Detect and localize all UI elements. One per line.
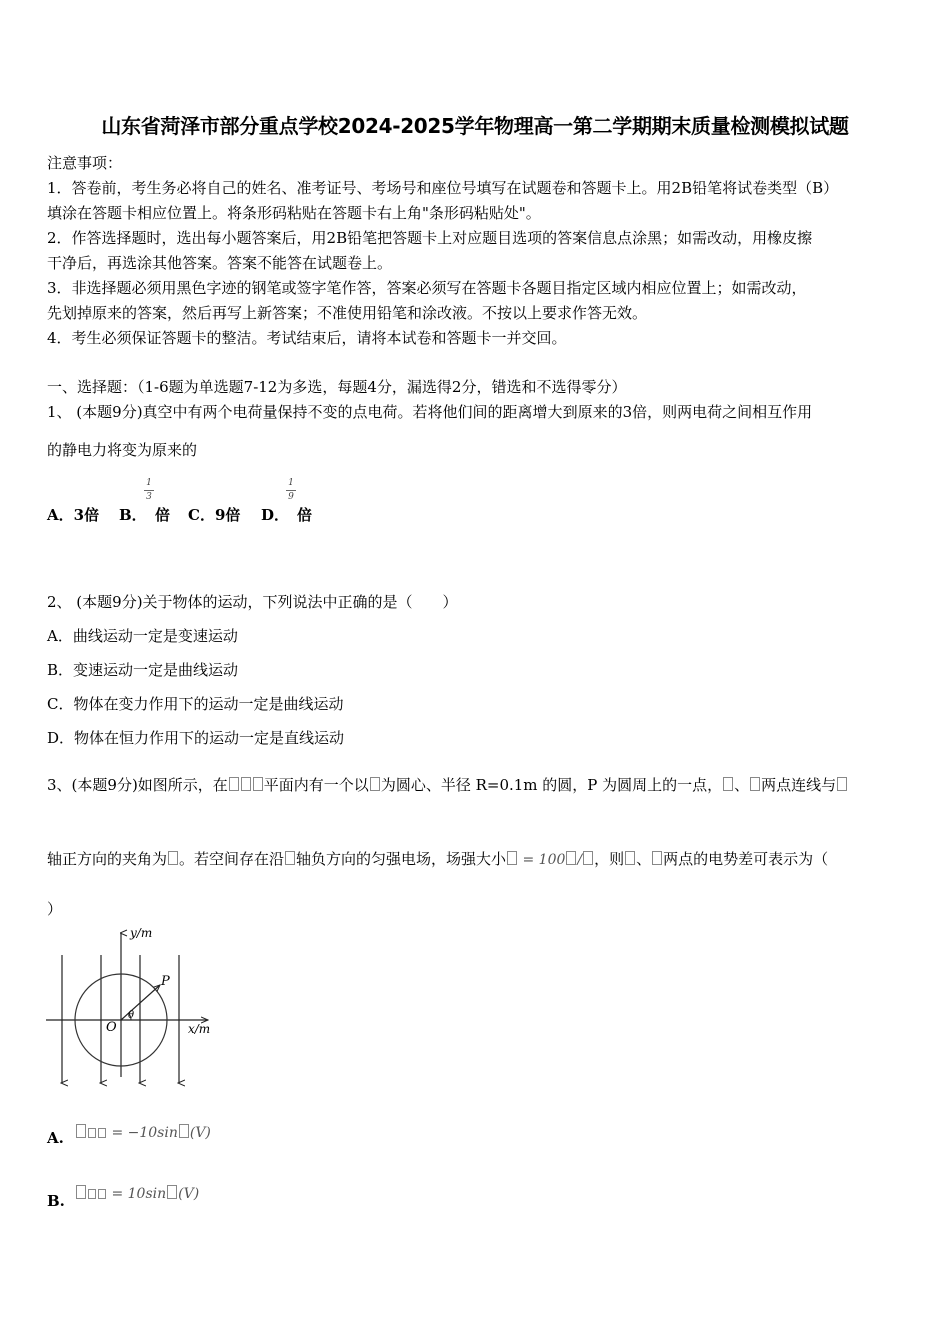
q2-option-c: C．物体在变力作用下的运动一定是曲线运动	[47, 695, 344, 713]
q1-option-b-suffix: 倍	[155, 506, 171, 524]
q2-option-d: D．物体在恒力作用下的运动一定是直线运动	[47, 729, 345, 747]
notice-line: 3．非选择题必须用黑色字迹的钢笔或签字笔作答，答案必须写在答题卡各题目指定区域内相应位置上；如需改动，	[47, 279, 807, 297]
fraction-numerator: 1	[288, 478, 294, 488]
missing-symbol	[507, 851, 517, 865]
q3-option-b-label: B.	[47, 1192, 65, 1210]
q3-text: ，则	[594, 850, 625, 868]
q1-stem-line2: 的静电力将变为原来的	[47, 441, 198, 459]
missing-symbol	[750, 777, 760, 791]
section-heading: 一、选择题：（1-6题为单选题7-12为多选，每题4分，漏选得2分，错选和不选得零分）	[47, 378, 627, 396]
missing-symbol	[229, 777, 239, 791]
q3-text: 、	[734, 776, 750, 794]
q3-text: 轴正方向的夹角为	[47, 850, 168, 868]
q1-option-d-label: D．	[261, 506, 290, 524]
q3-text: 、	[636, 850, 652, 868]
missing-symbol	[76, 1185, 86, 1199]
notice-line: 4．考生必须保证答题卡的整洁。考试结束后，请将本试卷和答题卡一并交回。	[47, 329, 567, 347]
missing-symbol	[76, 1124, 86, 1138]
fraction-denominator: 3	[146, 492, 152, 502]
q3-text: 两点的电势差可表示为（	[663, 850, 829, 868]
fraction-denominator: 9	[288, 492, 294, 502]
q1-option-a: A．3倍	[47, 506, 100, 524]
q3-stem-line1	[47, 774, 848, 795]
q3-text: 为圆心、半径 R=0.1m 的圆，P 为圆周上的一点，	[380, 776, 723, 794]
q1-option-d-suffix: 倍	[297, 506, 313, 524]
notice-line: 填涂在答题卡相应位置上。将条形码粘贴在答题卡右上角"条形码粘贴处"。	[47, 204, 541, 222]
formula-text: = −10sin	[107, 1125, 178, 1141]
electric-field-figure	[40, 925, 220, 1090]
y-axis-label: y/m	[130, 926, 153, 940]
missing-symbol	[168, 851, 178, 865]
q1-option-c: C．9倍	[188, 506, 241, 524]
missing-symbol	[253, 777, 263, 791]
q3-text: 轴负方向的匀强电场，场强大小	[296, 850, 507, 868]
q2-stem: 2、 (本题9分)关于物体的运动，下列说法中正确的是（ ）	[47, 593, 458, 611]
missing-symbol	[167, 1185, 177, 1199]
q2-option-b: B．变速运动一定是曲线运动	[47, 661, 239, 679]
q1-option-d-fraction	[286, 478, 296, 503]
notice-line: 先划掉原来的答案，然后再写上新答案；不准使用铅笔和涂改液。不按以上要求作答无效。	[47, 304, 648, 322]
notice-heading: 注意事项：	[47, 154, 123, 172]
q1-stem-line1: 1、 (本题9分)真空中有两个电荷量保持不变的点电荷。若将他们间的距离增大到原来的3倍，则两电荷之间相互作用	[47, 403, 813, 421]
missing-symbol	[88, 1128, 96, 1138]
theta-label: θ	[128, 1010, 135, 1021]
formula-unit: (V)	[178, 1186, 200, 1202]
notice-line: 1．答卷前，考生务必将自己的姓名、准考证号、考场号和座位号填写在试题卷和答题卡上。用2B铅笔将试卷类型（B）	[47, 179, 839, 197]
q2-option-a: A．曲线运动一定是变速运动	[47, 627, 238, 645]
missing-symbol	[625, 851, 635, 865]
formula-slash: /	[577, 852, 583, 868]
missing-symbol	[241, 777, 251, 791]
q3-option-a-label: A.	[47, 1129, 64, 1147]
q3-stem-line3: ）	[47, 900, 63, 918]
formula-unit: (V)	[189, 1125, 211, 1141]
x-axis-label: x/m	[188, 1022, 211, 1036]
q3-option-b-formula	[75, 1185, 199, 1202]
q1-option-b-fraction	[144, 478, 154, 503]
origin-label: O	[106, 1020, 117, 1035]
missing-symbol	[98, 1128, 106, 1138]
missing-symbol	[652, 851, 662, 865]
q3-text: 3、(本题9分)如图所示，在	[47, 776, 228, 794]
q3-text: 。若空间存在沿	[179, 850, 285, 868]
q1-option-b-label: B．	[119, 506, 147, 524]
q3-stem-line2	[47, 848, 828, 869]
missing-symbol	[370, 777, 380, 791]
missing-symbol	[583, 851, 593, 865]
point-p-label: P	[161, 974, 170, 989]
notice-line: 干净后，再选涂其他答案。答案不能答在试题卷上。	[47, 254, 393, 272]
missing-symbol	[566, 851, 576, 865]
missing-symbol	[837, 777, 847, 791]
missing-symbol	[88, 1189, 96, 1199]
fraction-numerator: 1	[146, 478, 152, 488]
missing-symbol	[98, 1189, 106, 1199]
q3-text: 平面内有一个以	[263, 776, 369, 794]
q3-text: 两点连线与	[761, 776, 837, 794]
page-title: 山东省菏泽市部分重点学校2024-2025学年物理高一第二学期期末质量检测模拟试题	[101, 114, 849, 138]
formula-text: = 10sin	[107, 1186, 167, 1202]
missing-symbol	[285, 851, 295, 865]
field-strength-formula: = 100	[518, 852, 566, 868]
notice-line: 2．作答选择题时，选出每小题答案后，用2B铅笔把答题卡上对应题目选项的答案信息点涂黑；如需改动，用橡皮擦	[47, 229, 813, 247]
missing-symbol	[723, 777, 733, 791]
q3-option-a-formula	[75, 1124, 211, 1141]
missing-symbol	[179, 1124, 189, 1138]
